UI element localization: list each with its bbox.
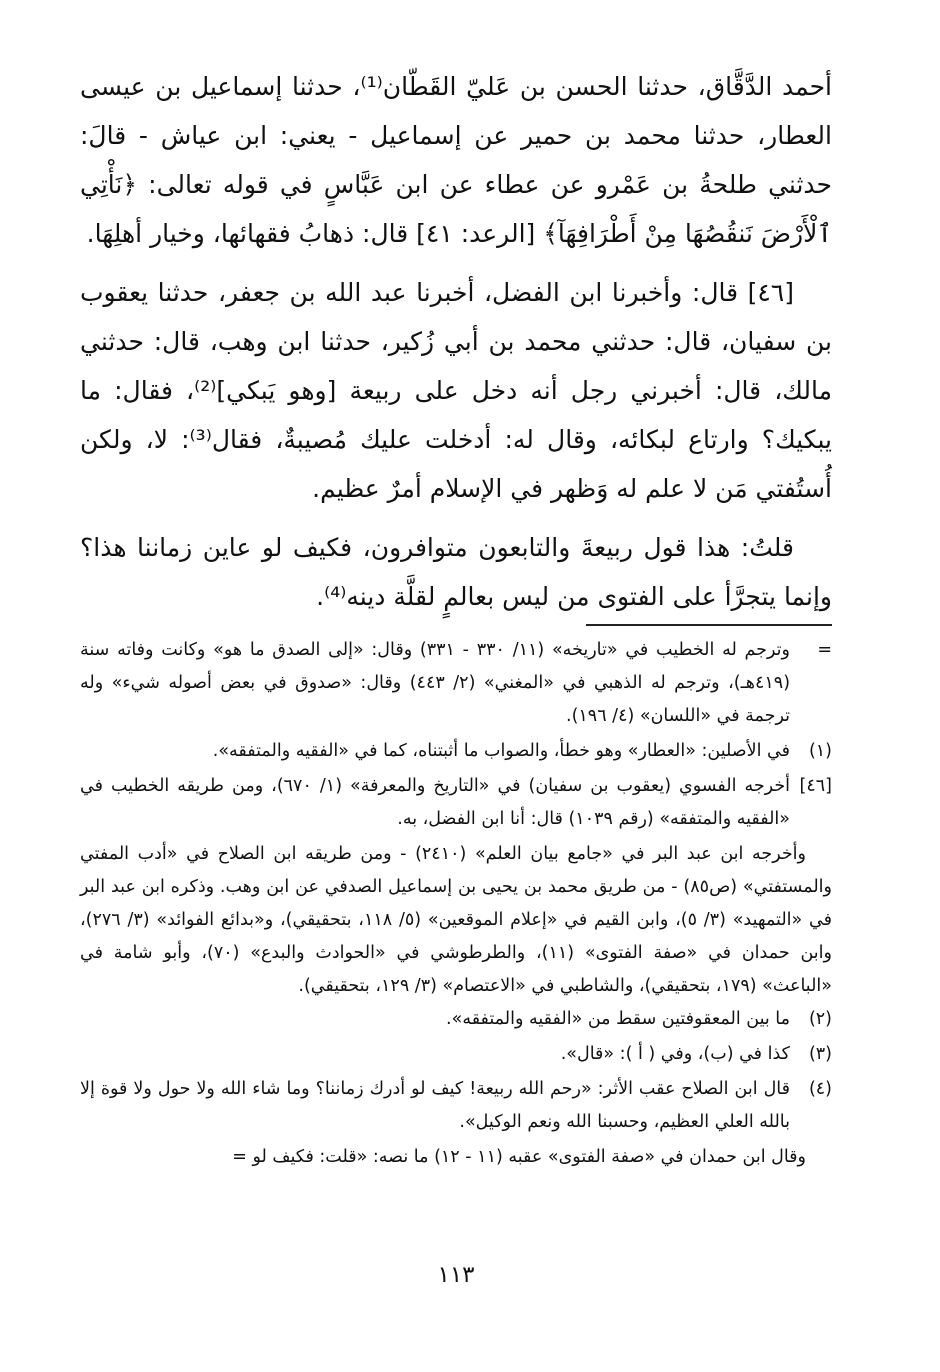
footnote-46-continued: وأخرجه ابن عبد البر في «جامع بيان العلم» (٢٤١٠) - ومن طريقه ابن الصلاح في «أدب المفتي والمستفتي» (ص٨٥) - من طريق محمد بن يحيى بن إسماعيل الصدفي عن ابن وهب. وذكره ابن عبد البر في «التمهيد» (٣/ ٥)، وابن القيم في «إعلام الموقعين» (٥/ ١١٨، بتحقيقي)، و«بدائع الفوائد» (٣/ ٢٧٦)، وابن حمدان في «صفة الفتوى» (١١)، والطرطوشي في «الحوادث والبدع» (٧٠)، وأبو شامة في «الباعث» (١٧٩، بتحقيقي)، والشاطبي في «الاعتصام» (٣/ ١٢٩، بتحقيقي).: [80, 844, 832, 996]
main-paragraph-comment: قلتُ: هذا قول ربيعةَ والتابعون متوافرون، فكيف لو عاين زماننا هذا؟ وإنما يتجرَّأ على الفتوى من ليس بعالمٍ لقلَّة دينه⁽⁴⁾.: [80, 533, 832, 611]
footnote-text: وترجم له الخطيب في «تاريخه» (١١/ ٣٣٠ - ٣٣١) وقال: «إلى الصدق ما هو» وكانت وفاته سنة (٤١٩هـ)، وترجم له الذهبي في «المغني» (٢/ ٤٤٣) وقال: «صدوق في بعض أصوله شيء» وله ترجمة في «اللسان» (٤/ ١٩٦).: [80, 640, 791, 726]
footnote-mark: (١): [808, 741, 832, 761]
page-number: ١١٣: [437, 1262, 475, 1288]
footnote-mark: (٤): [808, 1079, 832, 1099]
footnotes: [80, 634, 832, 1174]
footnote-2: [80, 1003, 832, 1036]
footnote-text: كذا في (ب)، وفي ( أ ): «قال».: [560, 1044, 790, 1064]
book-page: [80, 62, 832, 1352]
main-paragraph-46: [٤٦] قال: وأخبرنا ابن الفضل، أخبرنا عبد الله بن جعفر، حدثنا يعقوب بن سفيان، قال: حدثني محمد بن أبي زُكير، حدثنا ابن وهب، قال: حدثني مالك، قال: أخبرني رجل أنه دخل على ربيعة [وهو يَبكي]⁽²⁾، فقال: ما يبكيك؟ وارتاع لبكائه، وقال له: أدخلت عليك مُصيبةٌ، فقال⁽³⁾: لا، ولكن أُستُفتي مَن لا علم له وَظهر في الإسلام أمرٌ عظيم.: [80, 278, 832, 503]
footnote-1: [80, 735, 832, 768]
footnote-text: قال ابن الصلاح عقب الأثر: «رحم الله ربيعة! كيف لو أدرك زماننا؟ وما شاء الله ولا حول ولا قوة إلا بالله العلي العظيم، وحسبنا الله ونعم الوكيل».: [80, 1079, 790, 1132]
footnote-46: [80, 770, 832, 836]
footnote-mark: (٣): [808, 1044, 832, 1064]
footnote-text: في الأصلين: «العطار» وهو خطأ، والصواب ما أثبتناه، كما في «الفقيه والمتفقه».: [212, 741, 790, 761]
footnote-separator: [586, 624, 832, 626]
footnote-4: [80, 1073, 832, 1139]
footnote-mark: =: [817, 640, 832, 660]
footnote-text: أخرجه الفسوي (يعقوب بن سفيان) في «التاريخ والمعرفة» (١/ ٦٧٠)، ومن طريقه الخطيب في «الفقيه والمتفقه» (رقم ١٠٣٩) قال: أنا ابن الفضل، به.: [80, 776, 790, 829]
footnote-continuation: [80, 634, 832, 733]
footnote-4-continued: وقال ابن حمدان في «صفة الفتوى» عقبه (١١ - ١٢) ما نصه: «قلت: فكيف لو =: [232, 1147, 806, 1167]
footnote-mark: [٤٦]: [799, 776, 832, 796]
main-text: [80, 62, 832, 621]
main-paragraph: أحمد الدَّقَّاق، حدثنا الحسن بن عَليّ القَطّان⁽¹⁾، حدثنا إسماعيل بن عيسى العطار، حدثنا محمد بن حمير عن إسماعيل - يعني: ابن عياش - قالَ: حدثني طلحةُ بن عَمْرو عن عطاء عن ابن عَبَّاسٍ في قوله تعالى: ﴿نَأْتِي ٱلْأَرْضَ نَنقُصُهَا مِنْ أَطْرَافِهَآ﴾ [الرعد: ٤١] قال: ذهابُ فقهائها، وخيار أهلِهَا.: [80, 72, 832, 248]
footnote-text: ما بين المعقوفتين سقط من «الفقيه والمتفقه».: [446, 1009, 790, 1029]
footnote-3: [80, 1038, 832, 1071]
footnote-mark: (٢): [808, 1009, 832, 1029]
